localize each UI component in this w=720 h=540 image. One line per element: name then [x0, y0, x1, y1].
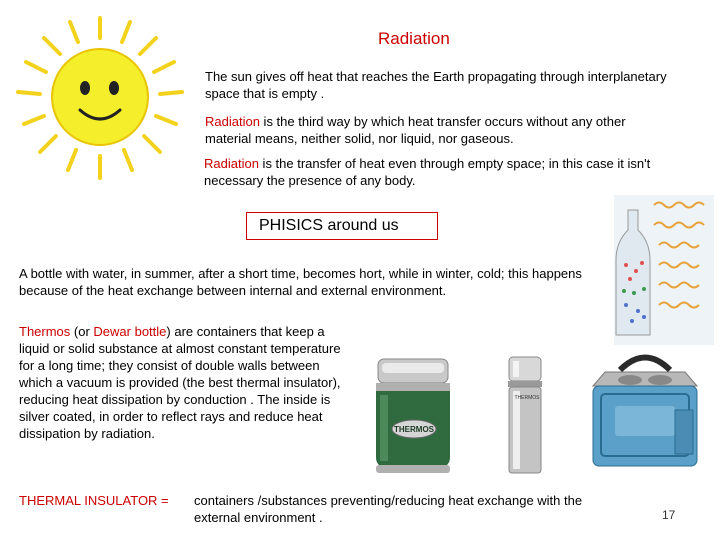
paragraph-sun: The sun gives off heat that reaches the Earth propagating through interplanetary space that is empty .: [205, 69, 667, 101]
term-radiation: Radiation: [205, 114, 260, 129]
term-radiation: Radiation: [204, 156, 259, 171]
thermos-text-mid: (or: [70, 324, 94, 339]
thermos-flask-image: [505, 357, 545, 477]
paragraph-radiation-definition: [205, 113, 675, 147]
section-label: PHISICS around us: [246, 212, 438, 240]
sun-icon: [10, 10, 190, 190]
paragraph-radiation-transfer: [204, 155, 674, 189]
term-dewar-bottle: Dewar bottle: [93, 324, 167, 339]
page-number: 17: [662, 508, 676, 522]
thermos-paragraph: [19, 323, 344, 442]
flask-brand-label: THERMOS: [514, 395, 540, 401]
cooler-bag-image: [585, 350, 705, 470]
thermos-jar-image: [368, 357, 458, 477]
jar-brand-label: THERMOS: [394, 425, 434, 434]
thermos-text-rest: ) are containers that keep a liquid or solid substance at almost constant temperature for a long time; they consist of double walls between which a vacuum is provided (the best thermal insulator), reducing heat dissipation by conduction . The inside is silver coated, in order to reflect rays and reduce heat dissipation by radiation.: [19, 324, 341, 441]
thermal-insulator-label: THERMAL INSULATOR =: [19, 493, 169, 508]
thermal-insulator-definition: containers /substances preventing/reducing heat exchange with the external environment .: [194, 493, 583, 525]
bottle-paragraph: A bottle with water, in summer, after a short time, becomes hort, while in winter, cold; this happens because of the heat exchange between internal and external environment.: [19, 266, 582, 298]
page-title: Radiation: [378, 29, 450, 48]
paragraph-text: is the transfer of heat even through empty space; in this case it isn't necessary the presence of any body.: [204, 156, 651, 188]
bottle-radiation-image: [614, 195, 714, 345]
term-thermos: Thermos: [19, 324, 71, 339]
paragraph-text: is the third way by which heat transfer occurs without any other material means, neither solid, nor liquid, nor gaseous.: [205, 114, 626, 146]
